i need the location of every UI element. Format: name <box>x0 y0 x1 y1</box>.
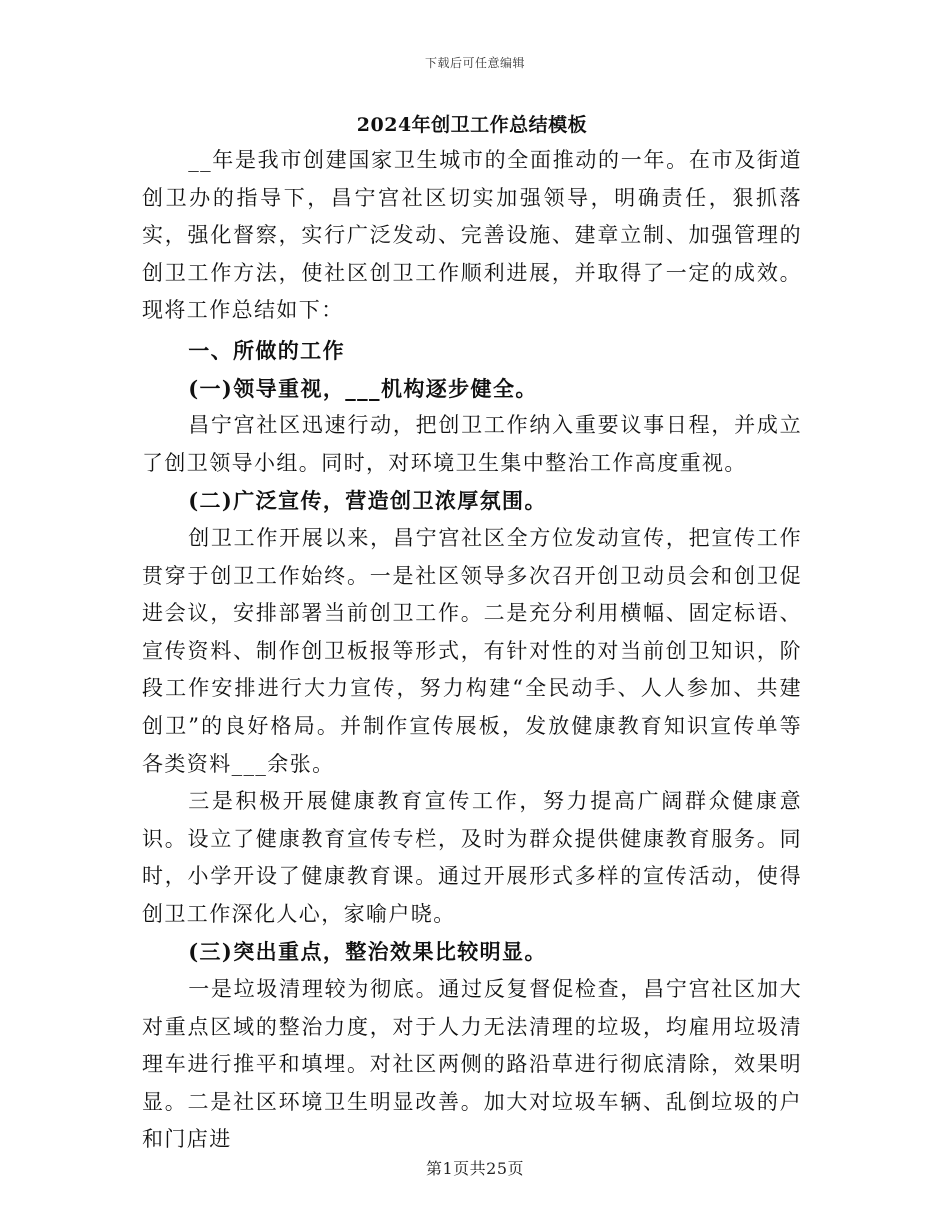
subsection-2-paragraph-2: 三是积极开展健康教育宣传工作，努力提高广阔群众健康意识。设立了健康教育宣传专栏，及时为群众提供健康教育服务。同时，小学开设了健康教育课。通过开展形式多样的宣传活动，使得创卫工作深化人心，家喻户晓。 <box>142 789 802 926</box>
intro-paragraph: __年是我市创建国家卫生城市的全面推动的一年。在市及街道创卫办的指导下，昌宁宫社区切实加强领导，明确责任，狠抓落实，强化督察，实行广泛发动、完善设施、建章立制、加强管理的创卫工作方法，使社区创卫工作顺利进展，并取得了一定的成效。现将工作总结如下： <box>142 148 802 323</box>
subsection-heading-1: (一)领导重视，___机构逐步健全。 <box>188 375 538 401</box>
subsection-2-paragraph-1: 创卫工作开展以来，昌宁宫社区全方位发动宣传，把宣传工作贯穿于创卫工作始终。一是社区领导多次召开创卫动员会和创卫促进会议，安排部署当前创卫工作。二是充分利用横幅、固定标语、宣传资料、制作创卫板报等形式，有针对性的对当前创卫知识，阶段工作安排进行大力宣传，努力构建“全民动手、人人参加、共建创卫”的良好格局。并制作宣传展板，发放健康教育知识宣传单等各类资料___余张。 <box>142 525 802 776</box>
document-title: 2024年创卫工作总结模板 <box>356 114 588 136</box>
subsection-heading-2: (二)广泛宣传，营造创卫浓厚氛围。 <box>188 488 547 514</box>
subsection-1-paragraph: 昌宁宫社区迅速行动，把创卫工作纳入重要议事日程，并成立了创卫领导小组。同时，对环境卫生集中整治工作高度重视。 <box>142 413 802 475</box>
section-heading-1: 一、所做的工作 <box>188 337 345 363</box>
page-number-footer: 第1页共25页 <box>425 1159 525 1178</box>
subsection-heading-3: (三)突出重点，整治效果比较明显。 <box>188 939 547 965</box>
subsection-3-paragraph: 一是垃圾清理较为彻底。通过反复督促检查，昌宁宫社区加大对重点区域的整治力度，对于人力无法清理的垃圾，均雇用垃圾清理车进行推平和填埋。对社区两侧的路沿草进行彻底清除，效果明显。二是社区环境卫生明显改善。加大对垃圾车辆、乱倒垃圾的户和门店进 <box>142 977 802 1152</box>
document-body <box>142 108 802 1159</box>
header-note: 下载后可任意编辑 <box>424 56 525 70</box>
